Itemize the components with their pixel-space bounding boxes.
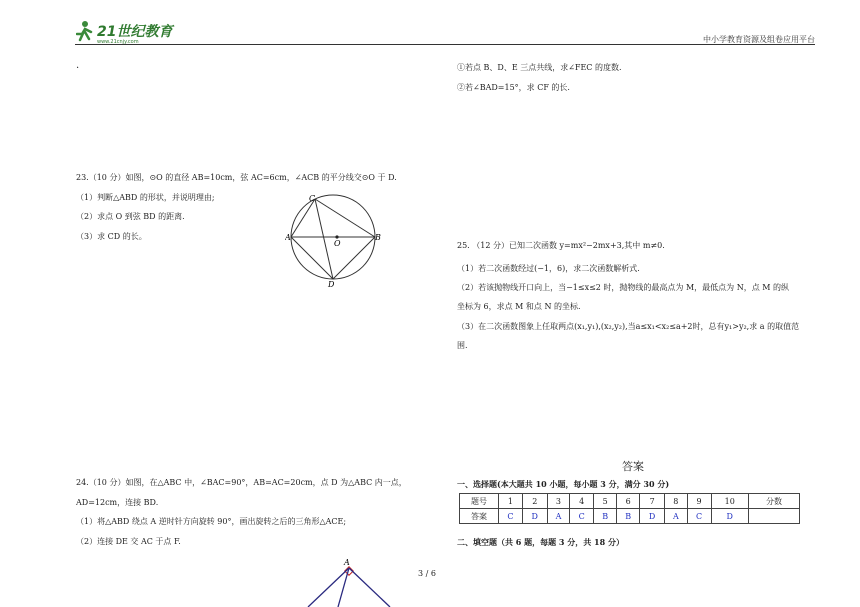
section-2-title: 二、填空题（共 6 题，每题 3 分，共 18 分） [457, 537, 624, 547]
answers-heading: 答案 [622, 460, 644, 473]
q23-part2: （2）求点 O 到弦 BD 的距离. [76, 212, 185, 221]
num-cell: 3 [547, 494, 570, 509]
num-cell: 7 [640, 494, 665, 509]
q24-line1: 24.（10 分）如图，在△ABC 中，∠BAC=90°，AB=AC=20cm，点 D 为△ABC 内一点， [76, 478, 407, 487]
answer-cell: D [640, 509, 665, 524]
table-row-answers [460, 509, 800, 524]
answer-cell: C [687, 509, 711, 524]
num-cell: 6 [617, 494, 640, 509]
header-divider [75, 44, 815, 45]
answer-cell: B [594, 509, 617, 524]
score-cell [749, 509, 800, 524]
q25-part3a: （3）在二次函数图象上任取两点(x₁,y₁),(x₂,y₂),当a≤x₁<x₂≤a+2时，总有y₁>y₂,求 a 的取值范 [457, 322, 800, 331]
q24-sub2: ②若∠BAD=15°，求 CF 的长. [457, 83, 570, 92]
q25-part2a: （2）若该抛物线开口向上，当−1≤x≤2 时，抛物线的最高点为 M，最低点为 N，点 M 的纵 [457, 283, 789, 292]
score-head: 分数 [749, 494, 800, 509]
num-cell: 5 [594, 494, 617, 509]
section-1-title: 一、选择题(本大题共 10 小题，每小题 3 分，满分 30 分) [457, 479, 670, 489]
q25-part2b: 坐标为 6，求点 M 和点 N 的坐标. [457, 302, 581, 311]
logo-url: www.21cnjy.com [97, 39, 139, 44]
label-o: O [334, 239, 341, 248]
label-a: A [285, 233, 291, 242]
num-cell: 9 [687, 494, 711, 509]
platform-name: 中小学教育资源及组卷应用平台 [703, 35, 815, 44]
q24-part1: （1）将△ABD 绕点 A 逆时针方向旋转 90°，画出旋转之后的三角形△ACE; [76, 517, 347, 526]
table-row-numbers [460, 494, 800, 509]
q24-sub1: ①若点 B、D、E 三点共线，求∠FEC 的度数. [457, 63, 622, 72]
logo-text: 21世纪教育 [97, 24, 173, 40]
num-cell: 2 [522, 494, 547, 509]
num-cell: 8 [665, 494, 688, 509]
answer-cell: A [547, 509, 570, 524]
answer-cell: A [665, 509, 688, 524]
page-number: 3 / 6 [418, 569, 436, 578]
num-cell: 4 [570, 494, 594, 509]
answer-cell: C [570, 509, 594, 524]
q25-title: 25. （12 分）已知二次函数 y=mx²−2mx+3,其中 m≠0. [457, 241, 665, 250]
q23-part1: （1）判断△ABD 的形状，并说明理由; [76, 193, 215, 202]
answer-cell: B [617, 509, 640, 524]
q25-part1: （1）若二次函数经过(−1，6)，求二次函数解析式. [457, 264, 640, 273]
row-head-number: 题号 [460, 494, 499, 509]
answer-cell: C [499, 509, 523, 524]
label-b: B [375, 233, 381, 242]
answer-cell: D [711, 509, 748, 524]
runner-logo-icon [77, 21, 91, 40]
label-a-24: A [344, 558, 350, 567]
q24-line2: AD=12cm，连接 BD. [76, 498, 159, 507]
q23-title: 23.（10 分）如图，⊙O 的直径 AB=10cm，弦 AC=6cm，∠ACB 的平分线交⊙O 于 D. [76, 173, 397, 182]
q24-part2: （2）连接 DE 交 AC 于点 F. [76, 537, 181, 546]
site-logo [76, 20, 176, 44]
num-cell: 1 [499, 494, 523, 509]
q24-triangle-figure [300, 556, 410, 607]
q23-circle-figure [285, 190, 385, 288]
num-cell: 10 [711, 494, 748, 509]
answer-cell: D [522, 509, 547, 524]
stray-dot: . [76, 60, 80, 71]
answer-table [459, 493, 800, 524]
q23-part3: （3）求 CD 的长。 [76, 232, 147, 241]
label-c: C [309, 194, 316, 203]
label-d: D [328, 280, 335, 288]
row-head-answer: 答案 [460, 509, 499, 524]
q25-part3b: 围. [457, 341, 468, 350]
